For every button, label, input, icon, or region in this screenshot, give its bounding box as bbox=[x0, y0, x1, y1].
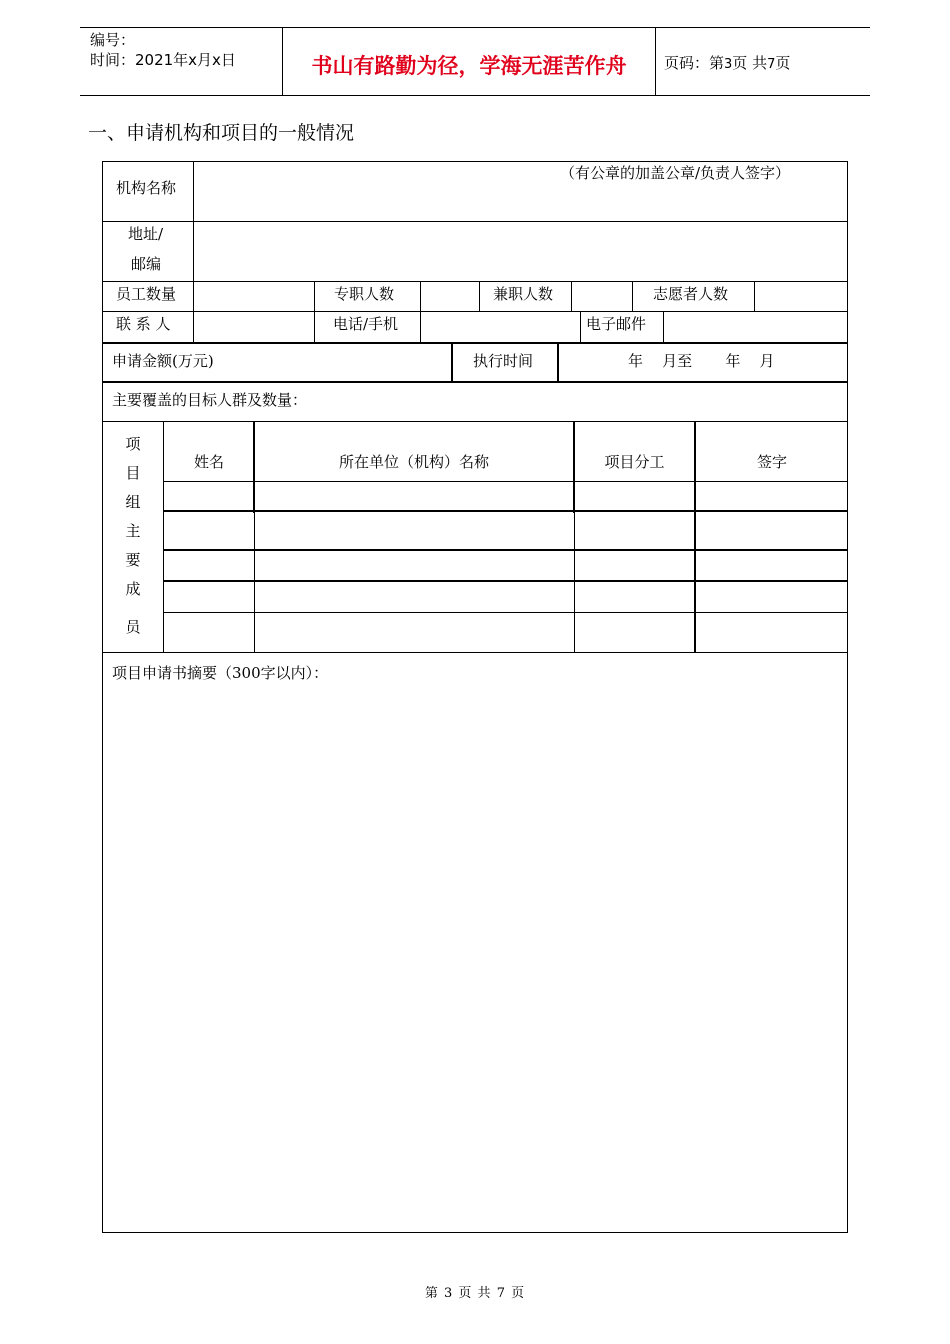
header-bottom-rule bbox=[80, 95, 870, 96]
team-label-char-1: 项 bbox=[125, 435, 141, 453]
header-divider-right bbox=[655, 27, 656, 96]
col-rule-contact-2 bbox=[580, 311, 581, 343]
team-label-char-3: 组 bbox=[125, 493, 141, 511]
page-total: 7 bbox=[767, 57, 776, 72]
row-rule-4 bbox=[102, 342, 848, 344]
staff-count-label: 员工数量 bbox=[116, 285, 177, 303]
volunteer-field[interactable] bbox=[756, 283, 845, 310]
team-label-char-5: 要 bbox=[125, 551, 141, 569]
team-row-rule-4 bbox=[163, 580, 848, 582]
fulltime-label: 专职人数 bbox=[334, 285, 395, 303]
org-name-field[interactable] bbox=[195, 190, 845, 218]
team-row-rule-2 bbox=[163, 510, 848, 512]
page-current: 3 bbox=[724, 57, 733, 72]
exec-time-label: 执行时间 bbox=[473, 352, 534, 370]
col-rule-staff-2 bbox=[314, 281, 315, 343]
summary-field[interactable] bbox=[106, 688, 844, 1228]
team-member-row[interactable] bbox=[165, 614, 846, 651]
col-rule-staff-1 bbox=[193, 281, 194, 312]
team-label-char-2: 目 bbox=[125, 464, 141, 482]
amount-field[interactable] bbox=[240, 346, 448, 379]
col-rule-staff-5 bbox=[571, 281, 572, 312]
col-rule-contact-3 bbox=[663, 311, 664, 343]
phone-label: 电话/手机 bbox=[333, 315, 399, 333]
page-suffix: 页 bbox=[775, 54, 791, 72]
amount-label: 申请金额(万元) bbox=[112, 352, 214, 370]
address-field[interactable] bbox=[195, 224, 845, 279]
address-label-2: 邮编 bbox=[131, 255, 162, 273]
phone-field[interactable] bbox=[422, 313, 579, 341]
fulltime-field[interactable] bbox=[422, 283, 478, 310]
team-row-rule-1 bbox=[163, 481, 848, 482]
contact-label: 联 系 人 bbox=[116, 315, 171, 333]
header-meta bbox=[90, 30, 236, 70]
footer-page-number: 第 3 页 共 7 页 bbox=[424, 1286, 526, 1301]
email-field[interactable] bbox=[665, 313, 845, 341]
header-top-rule bbox=[80, 27, 870, 28]
row-rule-6 bbox=[102, 421, 848, 422]
col-rule-contact-1 bbox=[193, 311, 194, 343]
volunteer-label: 志愿者人数 bbox=[653, 285, 729, 303]
row-rule-5 bbox=[102, 381, 848, 383]
row-rule-1 bbox=[102, 221, 848, 222]
target-field[interactable] bbox=[330, 386, 842, 418]
serial-label: 编号： bbox=[90, 31, 136, 49]
parttime-label: 兼职人数 bbox=[493, 285, 554, 303]
section-title: 一、申请机构和项目的一般情况 bbox=[88, 122, 355, 144]
col-rule-amount-1 bbox=[451, 343, 453, 382]
target-label: 主要覆盖的目标人群及数量： bbox=[112, 391, 308, 409]
org-name-label: 机构名称 bbox=[116, 179, 177, 197]
header-motto: 书山有路勤为径，学海无涯苦作舟 bbox=[311, 54, 627, 78]
time-label: 时间：2021年x月x日 bbox=[90, 51, 236, 69]
team-member-row[interactable] bbox=[165, 513, 846, 548]
team-bottom-rule bbox=[102, 652, 848, 653]
address-label-1: 地址/ bbox=[128, 225, 164, 243]
col-rule-amount-2 bbox=[557, 343, 559, 382]
page-indicator bbox=[664, 52, 790, 73]
email-label: 电子邮件 bbox=[586, 315, 647, 333]
seal-note: （有公章的加盖公章/负责人签字） bbox=[560, 164, 791, 182]
team-member-row[interactable] bbox=[165, 583, 846, 611]
parttime-field[interactable] bbox=[573, 283, 631, 310]
row-rule-3 bbox=[102, 311, 848, 312]
col-rule-staff-4 bbox=[479, 281, 480, 312]
contact-field[interactable] bbox=[195, 313, 313, 341]
page-prefix: 页码：第 bbox=[664, 54, 725, 72]
row-rule-2 bbox=[102, 281, 848, 282]
staff-count-field[interactable] bbox=[195, 283, 313, 310]
col-rule-orgname bbox=[193, 161, 194, 222]
page-mid: 页 共 bbox=[732, 54, 768, 72]
col-rule-staff-7 bbox=[754, 281, 755, 312]
team-header-unit: 所在单位（机构）名称 bbox=[338, 453, 489, 471]
team-label-char-7: 员 bbox=[125, 618, 141, 636]
team-member-row[interactable] bbox=[165, 483, 846, 509]
team-label-char-4: 主 bbox=[125, 522, 141, 540]
team-member-row[interactable] bbox=[165, 552, 846, 579]
col-rule-staff-6 bbox=[632, 281, 633, 312]
team-header-signature: 签字 bbox=[756, 453, 787, 471]
col-rule-address bbox=[193, 221, 194, 282]
team-header-role: 项目分工 bbox=[604, 453, 665, 471]
team-label-char-6: 成 bbox=[125, 580, 141, 598]
summary-label: 项目申请书摘要（300字以内）： bbox=[112, 664, 329, 682]
team-header-name: 姓名 bbox=[193, 453, 224, 471]
exec-time-value[interactable]: 年 月至 年 月 bbox=[628, 352, 775, 370]
col-rule-staff-3 bbox=[420, 281, 421, 343]
team-row-rule-3 bbox=[163, 549, 848, 551]
team-row-rule-5 bbox=[163, 612, 848, 613]
